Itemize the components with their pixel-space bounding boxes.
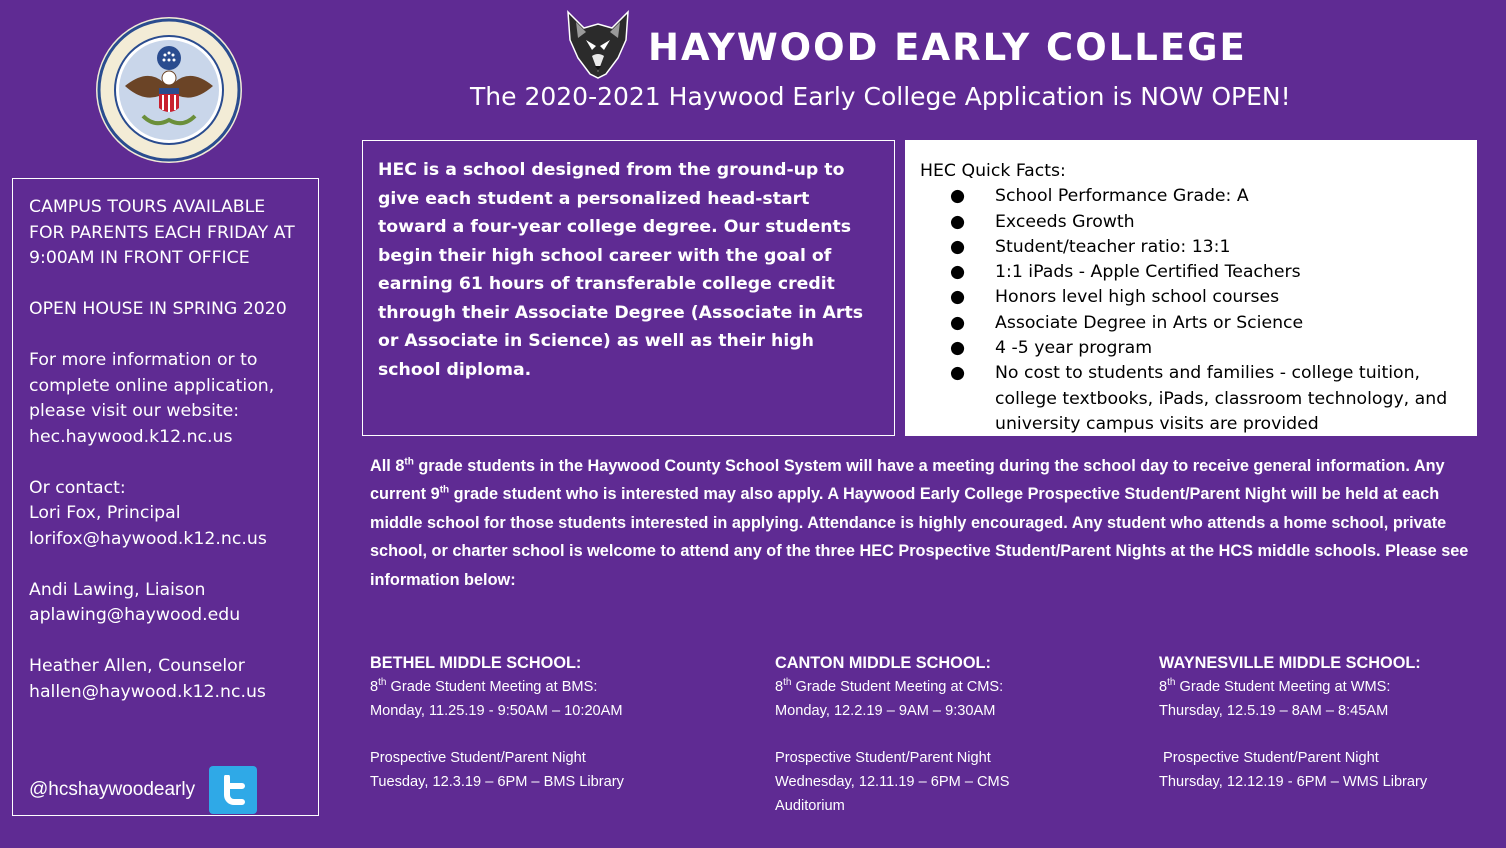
school-info-bethel — [370, 651, 750, 794]
night-label: Prospective Student/Parent Night — [775, 750, 991, 766]
contact-name: Lori Fox, Principal — [29, 503, 181, 523]
meeting-label: 8th Grade Student Meeting at WMS: — [1159, 677, 1391, 695]
page-subtitle: The 2020-2021 Haywood Early College Application is NOW OPEN! — [470, 82, 1291, 111]
school-info-waynesville — [1159, 651, 1489, 794]
contact-name: Heather Allen, Counselor — [29, 656, 245, 676]
school-name: WAYNESVILLE MIDDLE SCHOOL: — [1159, 654, 1421, 672]
quick-facts-heading: HEC Quick Facts: — [920, 161, 1066, 181]
list-item: ● No cost to students and families - college tuition, college textbooks, iPads, classroom technology, and university campus visits are provided — [950, 363, 1448, 434]
contact-email[interactable]: hallen@haywood.k12.nc.us — [29, 681, 266, 702]
wolf-head-icon — [562, 10, 634, 80]
twitter-handle[interactable]: @hcshaywoodearly — [29, 779, 196, 801]
contact-name: Andi Lawing, Liaison — [29, 579, 206, 600]
night-time: Thursday, 12.12.19 - 6PM – WMS Library — [1159, 774, 1428, 790]
more-info-text: For more information or to complete online application, please visit our website: — [29, 350, 275, 421]
contact-sidebar — [12, 178, 319, 816]
meeting-label: 8th Grade Student Meeting at CMS: — [775, 677, 1004, 695]
list-item: ● 4 -5 year program — [950, 338, 1153, 359]
night-time: Wednesday, 12.11.19 – 6PM – CMS Auditorium — [775, 774, 1010, 814]
school-name: BETHEL MIDDLE SCHOOL: — [370, 654, 582, 672]
night-time: Tuesday, 12.3.19 – 6PM – BMS Library — [370, 774, 624, 790]
website-link[interactable]: hec.haywood.k12.nc.us — [29, 426, 233, 447]
open-house-notice: OPEN HOUSE IN SPRING 2020 — [29, 299, 287, 319]
list-item: ● Exceeds Growth — [950, 211, 1135, 232]
school-name: CANTON MIDDLE SCHOOL: — [775, 654, 991, 672]
school-description: HEC is a school designed from the ground-up to give each student a personalized head-start toward a four-year college degree. Our students begin their high school career with the goal of earning 61 hours of transferable college credit through their Associate Degree (Associate in Arts or Associate in Science) as well as their high school diploma. — [362, 140, 895, 436]
page-title: HAYWOOD EARLY COLLEGE — [648, 26, 1247, 69]
contact-email[interactable]: aplawing@haywood.edu — [29, 605, 241, 625]
social-row — [29, 766, 257, 814]
contact-heading: Or contact: — [29, 477, 126, 498]
campus-tours-notice: CAMPUS TOURS AVAILABLE FOR PARENTS EACH FRIDAY AT 9:00AM IN FRONT OFFICE — [29, 197, 295, 268]
meeting-info-paragraph: All 8th grade students in the Haywood County School System will have a meeting during the school day to receive general information. Any current 9th grade student who is interested may also apply. A Haywood Early College Prospective Student/Parent Night will be held at each middle school for those students interested in applying. Attendance is highly encouraged. Any student who attends a home school, private school, or charter school is welcome to attend any of the three HEC Prospective Student/Parent Nights at the HCS middle schools. Please see information below: — [370, 456, 1469, 589]
contact-email[interactable]: lorifox@haywood.k12.nc.us — [29, 528, 267, 549]
list-item: ● Associate Degree in Arts or Science — [950, 312, 1304, 333]
meeting-time: Monday, 12.2.19 – 9AM – 9:30AM — [775, 703, 996, 719]
school-info-canton — [775, 651, 1145, 818]
list-item: ● Student/teacher ratio: 13:1 — [950, 236, 1231, 257]
list-item: ● Honors level high school courses — [950, 287, 1280, 308]
night-label: Prospective Student/Parent Night — [1159, 750, 1379, 766]
list-item: ● 1:1 iPads - Apple Certified Teachers — [950, 262, 1301, 283]
meeting-label: 8th Grade Student Meeting at BMS: — [370, 677, 598, 695]
blue-ribbon-seal — [95, 16, 243, 164]
list-item: ● School Performance Grade: A — [950, 186, 1249, 207]
meeting-time: Monday, 11.25.19 - 9:50AM – 10:20AM — [370, 703, 623, 719]
quick-facts-box — [905, 140, 1477, 436]
meeting-time: Thursday, 12.5.19 – 8AM – 8:45AM — [1159, 703, 1389, 719]
night-label: Prospective Student/Parent Night — [370, 750, 586, 766]
twitter-icon[interactable] — [209, 766, 257, 814]
